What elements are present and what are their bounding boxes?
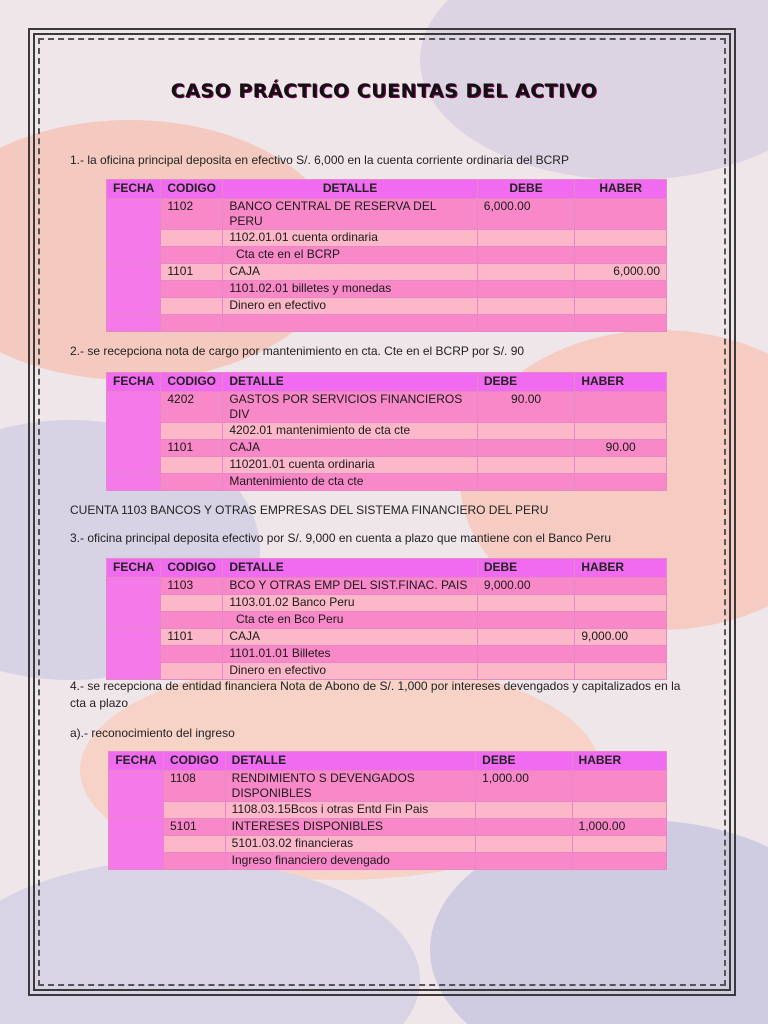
table-row [107,440,667,457]
header-fecha: FECHA [107,373,161,392]
haber-cell [575,646,667,663]
codigo-cell: 1101 [161,264,223,281]
table-row [107,595,667,612]
header-debe: DEBE [477,180,575,199]
table-row [107,578,667,595]
table-row [107,230,667,247]
haber-cell [575,457,667,474]
codigo-cell: 5101 [163,819,225,836]
detalle-cell: Cta cte en Bco Peru [223,612,477,629]
header-debe: DEBE [477,373,575,392]
detalle-cell: Mantenimiento de cta cte [223,474,477,491]
haber-cell [575,474,667,491]
table-header [107,559,667,578]
debe-cell [477,629,575,646]
paragraph-6: a).- reconocimiento del ingreso [70,726,235,740]
table-row [107,264,667,281]
debe-cell: 6,000.00 [477,199,575,230]
paragraph-1: 1.- la oficina principal deposita en efectivo S/. 6,000 en la cuenta corriente ordinaria del BCRP [70,153,569,167]
table-row [107,629,667,646]
debe-cell [477,247,575,264]
codigo-cell [161,646,223,663]
table-row [107,474,667,491]
table-row [107,423,667,440]
haber-cell: 6,000.00 [575,264,667,281]
debe-cell: 90.00 [477,392,575,423]
debe-cell [477,230,575,247]
debe-cell [477,440,575,457]
header-fecha: FECHA [107,559,161,578]
haber-cell [575,247,667,264]
debe-cell [477,315,575,332]
haber-cell: 9,000.00 [575,629,667,646]
haber-cell [575,578,667,595]
page-title: CASO PRÁCTICO CUENTAS DEL ACTIVO [170,80,598,102]
codigo-cell: 1101 [161,440,223,457]
fecha-cell [107,199,161,264]
detalle-cell [223,315,477,332]
debe-cell [477,612,575,629]
codigo-cell [163,836,225,853]
haber-cell [575,315,667,332]
fecha-cell [109,771,164,819]
paragraph-4: 3.- oficina principal deposita efectivo por S/. 9,000 en cuenta a plazo que mantiene con el Banco Peru [70,531,612,545]
fecha-cell [109,819,164,870]
detalle-cell: INTERESES DISPONIBLES [225,819,476,836]
table-row [107,612,667,629]
fecha-cell [107,392,161,474]
table-row [107,298,667,315]
codigo-cell [161,423,223,440]
debe-cell [477,264,575,281]
paragraph-5: 4.- se recepciona de entidad financiera Nota de Abono de S/. 1,000 por intereses devengados y capitalizados en la cta a plazo [70,679,681,710]
codigo-cell: 1108 [163,771,225,802]
detalle-cell: 110201.01 cuenta ordinaria [223,457,477,474]
detalle-cell: CAJA [223,264,477,281]
haber-cell [575,199,667,230]
codigo-cell [161,298,223,315]
table-row [107,247,667,264]
table-row [109,836,667,853]
detalle-cell: Dinero en efectivo [223,663,477,680]
haber-cell: 1,000.00 [572,819,666,836]
detalle-cell: 1108.03.15Bcos i otras Entd Fin Pais [225,802,476,819]
debe-cell [477,646,575,663]
header-debe: DEBE [477,559,575,578]
header-codigo: CODIGO [161,180,223,199]
table-row [107,281,667,298]
detalle-cell: Ingreso financiero devengado [225,853,476,870]
ledger-table-2 [106,372,667,491]
table-row [107,457,667,474]
table-row [107,199,667,230]
haber-cell: 90.00 [575,440,667,457]
haber-cell [572,802,666,819]
debe-cell [477,595,575,612]
debe-cell [476,853,572,870]
table-row [107,315,667,332]
fecha-cell [107,474,161,491]
debe-cell [476,819,572,836]
codigo-cell: 1103 [161,578,223,595]
codigo-cell: 1101 [161,629,223,646]
codigo-cell [161,663,223,680]
detalle-cell: BANCO CENTRAL DE RESERVA DEL PERU [223,199,477,230]
detalle-cell: RENDIMIENTO S DEVENGADOS DISPONIBLES [225,771,476,802]
table-header [107,373,667,392]
header-fecha: FECHA [107,180,161,199]
header-haber: HABER [572,752,666,771]
codigo-cell [161,230,223,247]
debe-cell [477,457,575,474]
codigo-cell [161,457,223,474]
haber-cell [575,230,667,247]
detalle-cell: 1102.01.01 cuenta ordinaria [223,230,477,247]
debe-cell [477,423,575,440]
table-row [107,663,667,680]
header-haber: HABER [575,373,667,392]
detalle-cell: Dinero en efectivo [223,298,477,315]
detalle-cell: CAJA [223,629,477,646]
detalle-cell: 4202.01 mantenimiento de cta cte [223,423,477,440]
codigo-cell: 1102 [161,199,223,230]
table-row [109,771,667,802]
haber-cell [572,853,666,870]
codigo-cell: 4202 [161,392,223,423]
codigo-cell [161,612,223,629]
header-haber: HABER [575,180,667,199]
table-header [109,752,667,771]
fecha-cell [107,315,161,332]
haber-cell [575,298,667,315]
ledger-table-4 [108,751,667,870]
detalle-cell: Cta cte en el BCRP [223,247,477,264]
debe-cell: 1,000.00 [476,771,572,802]
detalle-cell: 1101.02.01 billetes y monedas [223,281,477,298]
haber-cell [575,663,667,680]
header-haber: HABER [575,559,667,578]
codigo-cell [161,474,223,491]
header-codigo: CODIGO [161,373,223,392]
header-detalle: DETALLE [223,180,477,199]
codigo-cell [161,315,223,332]
detalle-cell: BCO Y OTRAS EMP DEL SIST.FINAC. PAIS [223,578,477,595]
debe-cell [477,663,575,680]
haber-cell [572,836,666,853]
fecha-cell [107,578,161,629]
haber-cell [575,281,667,298]
table-row [109,802,667,819]
codigo-cell [161,281,223,298]
codigo-cell [163,853,225,870]
haber-cell [575,595,667,612]
codigo-cell [161,595,223,612]
header-detalle: DETALLE [223,373,477,392]
detalle-cell: 1101.01.01 Billetes [223,646,477,663]
fecha-cell [107,264,161,315]
table-header [107,180,667,199]
detalle-cell: 1103.01.02 Banco Peru [223,595,477,612]
debe-cell [477,281,575,298]
table-row [109,853,667,870]
paragraph-2: 2.- se recepciona nota de cargo por mantenimiento en cta. Cte en el BCRP por S/. 90 [70,344,525,358]
debe-cell [476,802,572,819]
haber-cell [575,612,667,629]
haber-cell [572,771,666,802]
haber-cell [575,423,667,440]
header-codigo: CODIGO [161,559,223,578]
header-debe: DEBE [476,752,572,771]
table-row [107,392,667,423]
fecha-cell [107,629,161,680]
debe-cell [477,298,575,315]
header-fecha: FECHA [109,752,164,771]
codigo-cell [163,802,225,819]
header-detalle: DETALLE [223,559,477,578]
table-row [107,646,667,663]
haber-cell [575,392,667,423]
header-detalle: DETALLE [225,752,476,771]
detalle-cell: GASTOS POR SERVICIOS FINANCIEROS DIV [223,392,477,423]
debe-cell: 9,000.00 [477,578,575,595]
debe-cell [477,474,575,491]
detalle-cell: CAJA [223,440,477,457]
codigo-cell [161,247,223,264]
debe-cell [476,836,572,853]
header-codigo: CODIGO [163,752,225,771]
table-row [109,819,667,836]
ledger-table-1 [106,179,667,332]
detalle-cell: 5101.03.02 financieras [225,836,476,853]
ledger-table-3 [106,558,667,680]
paragraph-3: CUENTA 1103 BANCOS Y OTRAS EMPRESAS DEL SISTEMA FINANCIERO DEL PERU [70,503,549,517]
